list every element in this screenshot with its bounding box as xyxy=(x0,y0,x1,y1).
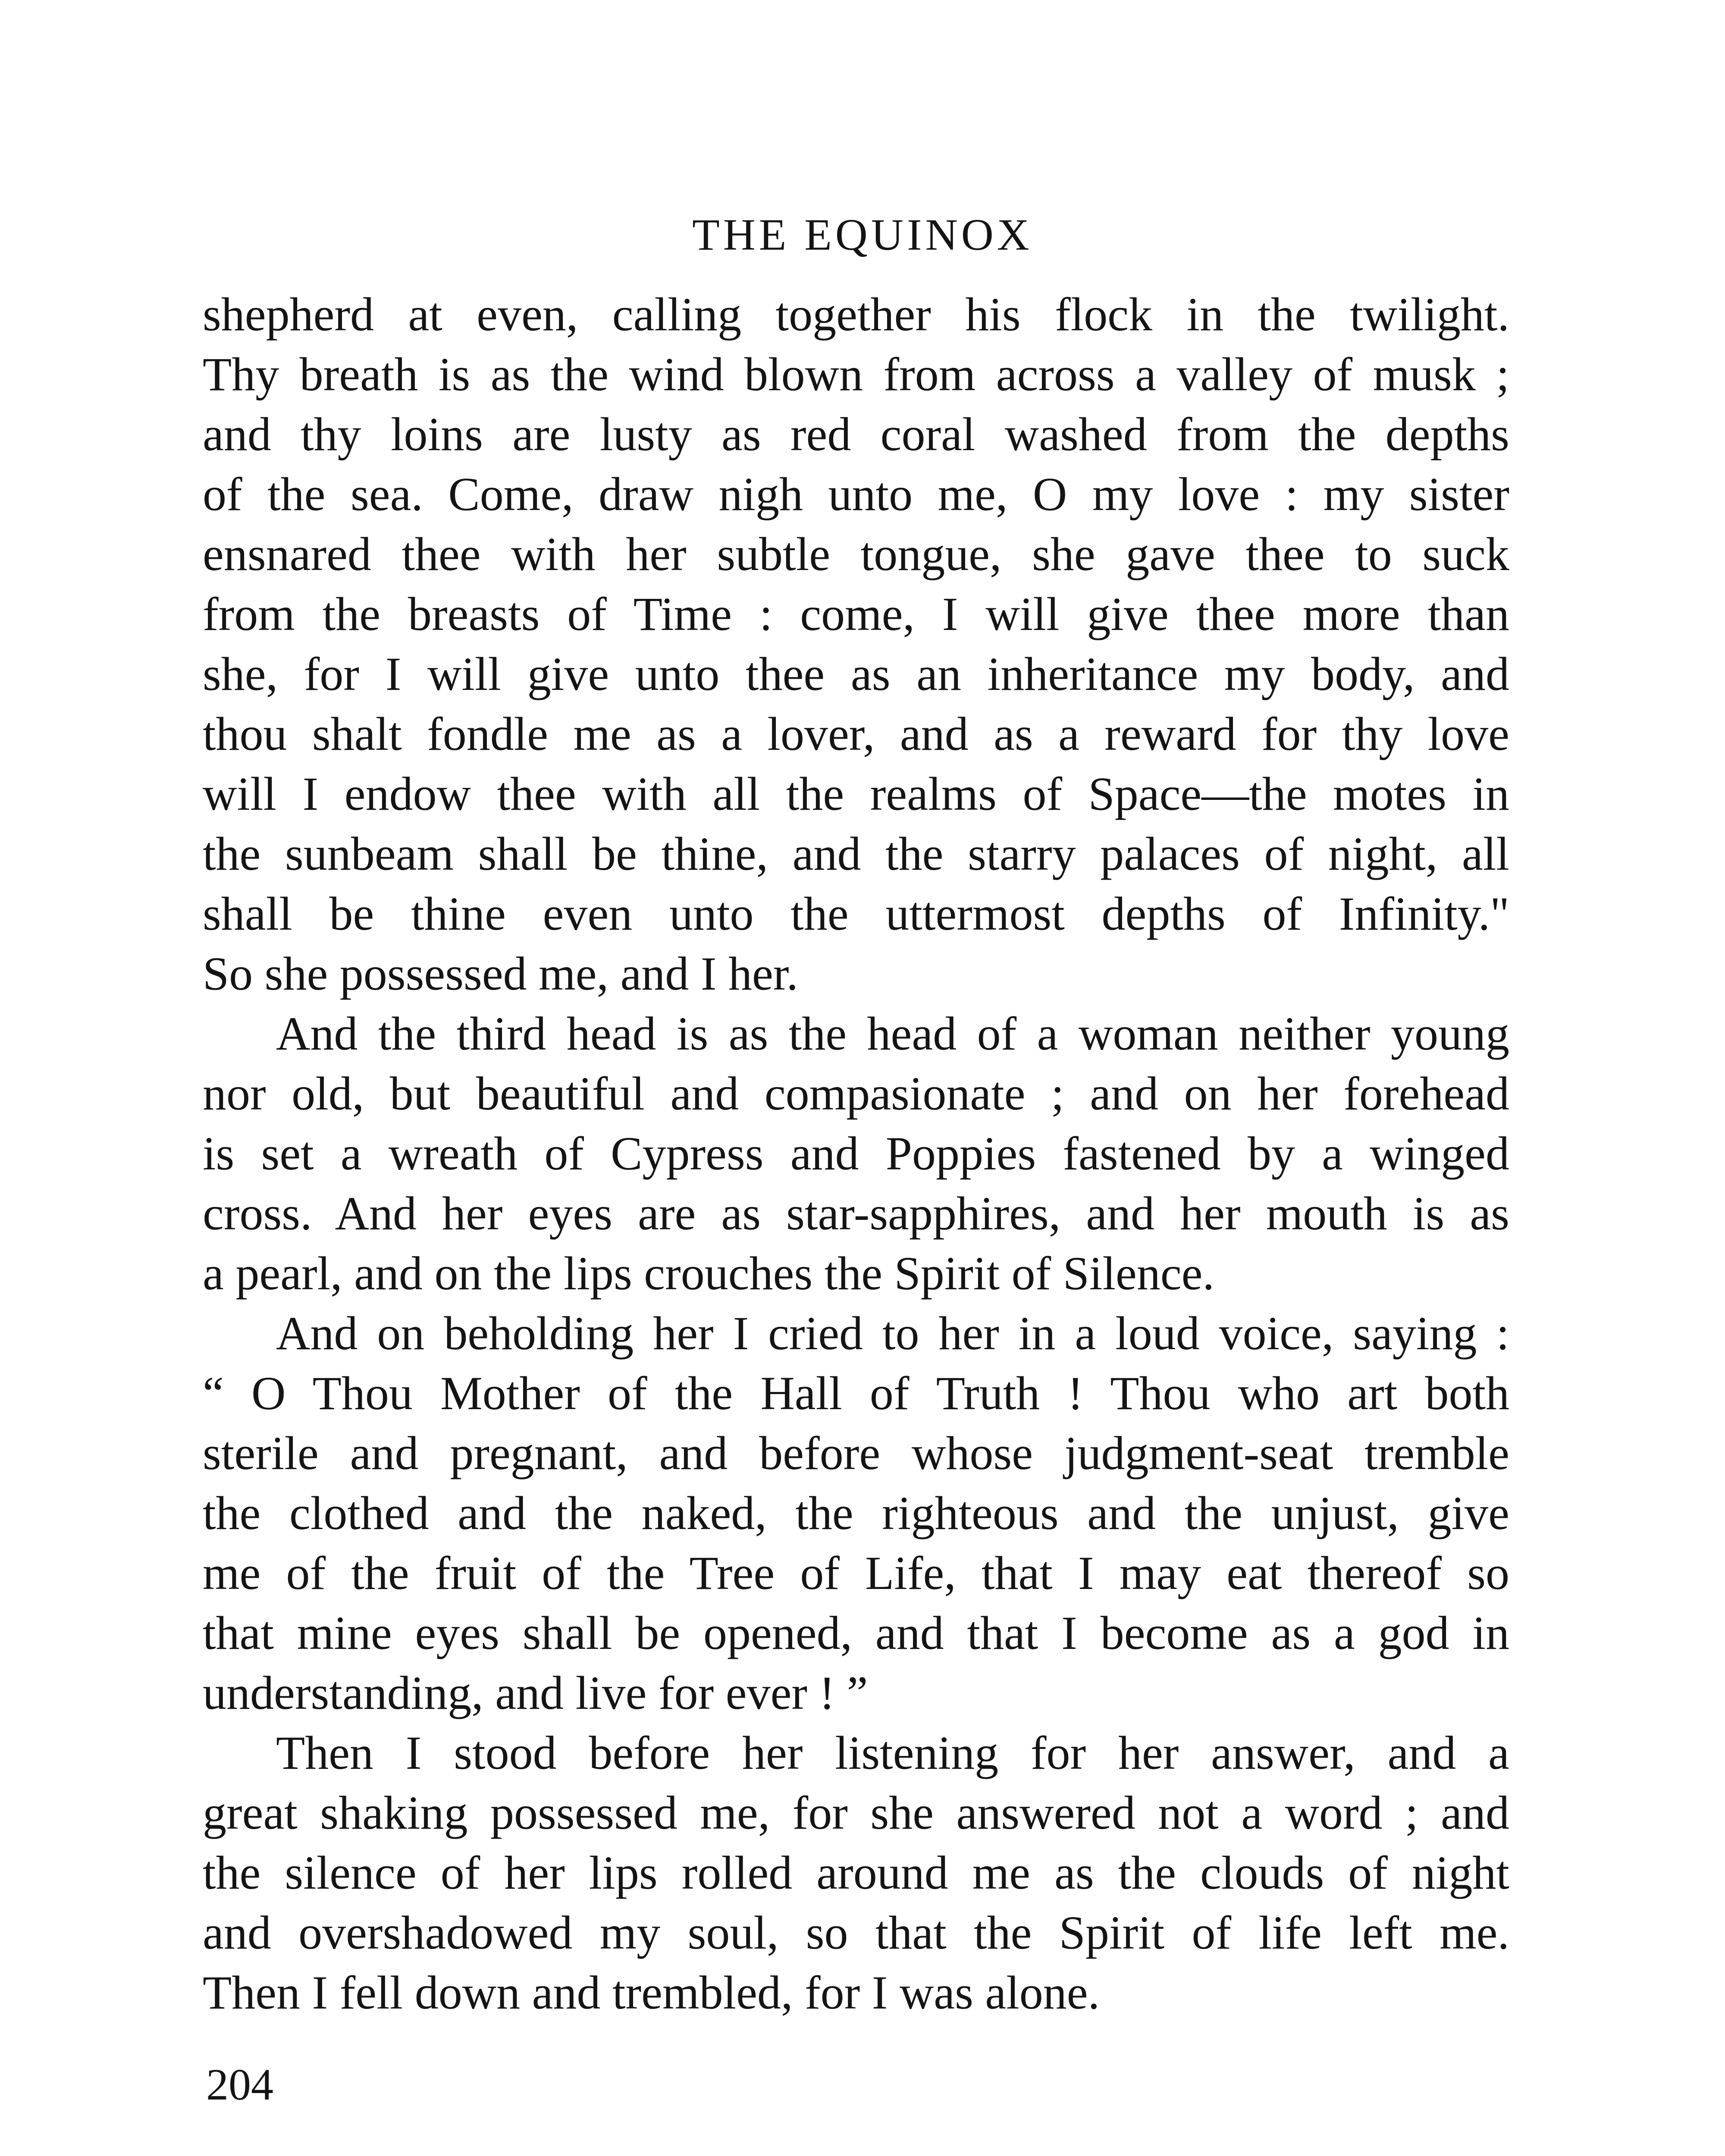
text-line: cross. And her eyes are as star-sapphires, and her mouth is as xyxy=(203,1187,1509,1240)
text-line: is set a wreath of Cypress and Poppies fastened by a winged xyxy=(203,1127,1509,1180)
body-text xyxy=(203,285,1509,2023)
text-line: from the breasts of Time : come, I will give thee more than xyxy=(203,588,1509,640)
text-line: great shaking possessed me, for she answered not a word ; and xyxy=(203,1786,1509,1839)
text-line: she, for I will give unto thee as an inheritance my body, and xyxy=(203,648,1509,700)
running-head: THE EQUINOX xyxy=(692,210,1033,260)
text-line: “ O Thou Mother of the Hall of Truth ! Thou who art both xyxy=(203,1367,1509,1420)
text-line: of the sea. Come, draw nigh unto me, O my love : my sister xyxy=(203,468,1509,520)
text-line: a pearl, and on the lips crouches the Spirit of Silence. xyxy=(203,1247,1214,1300)
text-line: shepherd at even, calling together his flock in the twilight. xyxy=(203,288,1509,341)
text-line: ensnared thee with her subtle tongue, she gave thee to suck xyxy=(203,528,1509,580)
text-line: understanding, and live for ever ! ” xyxy=(203,1667,868,1719)
text-line: nor old, but beautiful and compasionate ; and on her forehead xyxy=(203,1067,1509,1120)
text-line: that mine eyes shall be opened, and that I become as a god in xyxy=(203,1607,1509,1659)
text-line: So she possessed me, and I her. xyxy=(203,947,798,1000)
text-line: the silence of her lips rolled around me as the clouds of night xyxy=(203,1846,1509,1899)
text-line: and thy loins are lusty as red coral washed from the depths xyxy=(203,408,1509,461)
text-line: Then I stood before her listening for her answer, and a xyxy=(276,1727,1509,1779)
text-line: the sunbeam shall be thine, and the starry palaces of night, all xyxy=(203,827,1509,880)
text-line: Thy breath is as the wind blown from across a valley of musk ; xyxy=(203,348,1509,401)
text-line: and overshadowed my soul, so that the Spirit of life left me. xyxy=(203,1906,1509,1959)
text-line: And the third head is as the head of a woman neither young xyxy=(276,1007,1509,1060)
page-number: 204 xyxy=(206,2060,273,2109)
text-line: shall be thine even unto the uttermost depths of Infinity." xyxy=(203,887,1509,940)
text-line: And on beholding her I cried to her in a loud voice, saying : xyxy=(276,1307,1509,1360)
text-line: thou shalt fondle me as a lover, and as a reward for thy love xyxy=(203,708,1509,760)
text-line: the clothed and the naked, the righteous and the unjust, give xyxy=(203,1487,1509,1539)
text-line: will I endow thee with all the realms of Space—the motes in xyxy=(203,768,1509,820)
text-line: Then I fell down and trembled, for I was alone. xyxy=(203,1966,1100,2019)
text-line: sterile and pregnant, and before whose judgment-seat tremble xyxy=(203,1427,1509,1479)
text-line: me of the fruit of the Tree of Life, that I may eat thereof so xyxy=(203,1547,1509,1599)
